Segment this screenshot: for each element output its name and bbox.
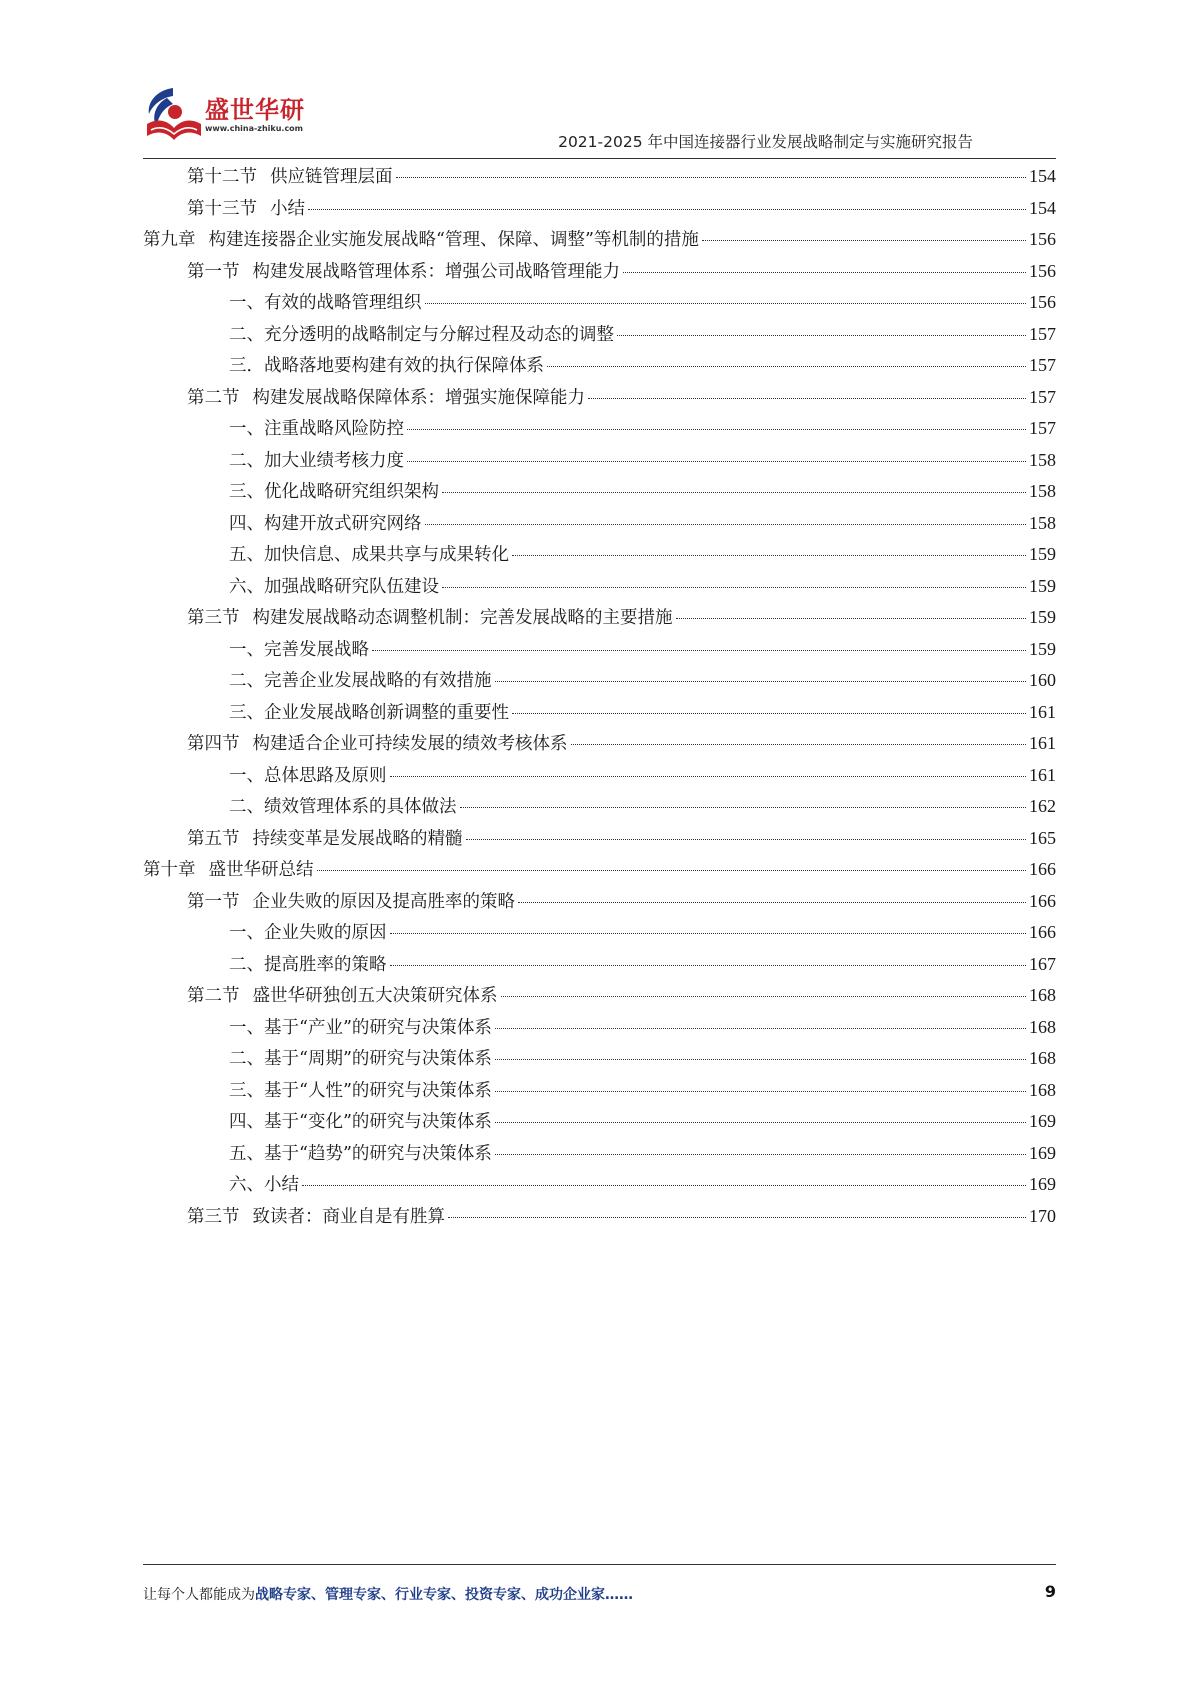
toc-entry-page: 169 <box>1029 1174 1056 1194</box>
toc-entry-title: 供应链管理层面 <box>270 167 393 187</box>
toc-entry-page: 170 <box>1029 1205 1056 1226</box>
toc-entry[interactable] <box>143 193 1056 225</box>
toc-entry-title: 持续变革是发展战略的精髓 <box>252 828 463 849</box>
toc-entry[interactable] <box>143 476 1056 508</box>
toc-entry-page: 169 <box>1029 1111 1056 1131</box>
toc-dot-leader <box>495 1090 1026 1092</box>
toc-dot-leader <box>512 712 1026 714</box>
toc-dot-leader <box>372 649 1026 651</box>
toc-dot-leader <box>571 743 1027 745</box>
toc-entry[interactable] <box>143 1106 1056 1138</box>
toc-entry-title: 三、基于“人性”的研究与决策体系 <box>229 1080 492 1101</box>
page-number: 9 <box>1044 1582 1056 1601</box>
toc-entry-page: 154 <box>1029 166 1056 186</box>
toc-dot-leader <box>547 365 1026 367</box>
toc-dot-leader <box>308 208 1026 210</box>
toc-entry-page: 166 <box>1029 890 1056 911</box>
company-logo <box>143 84 313 148</box>
toc-entry-page: 168 <box>1029 1016 1056 1037</box>
toc-dot-leader <box>518 901 1026 903</box>
toc-entry-number: 第十二节 <box>187 167 257 187</box>
toc-dot-leader <box>501 995 1027 997</box>
toc-dot-leader <box>460 806 1027 808</box>
toc-entry-page: 167 <box>1029 953 1056 974</box>
toc-entry-title: 一、基于“产业”的研究与决策体系 <box>229 1017 492 1038</box>
toc-entry[interactable] <box>143 350 1056 382</box>
toc-entry[interactable] <box>143 161 1056 193</box>
toc-entry[interactable] <box>143 854 1056 886</box>
toc-entry-title: 六、加强战略研究队伍建设 <box>229 576 439 597</box>
toc-entry-page: 159 <box>1029 638 1056 659</box>
toc-entry-page: 158 <box>1029 449 1056 470</box>
toc-entry[interactable] <box>143 256 1056 288</box>
toc-entry[interactable] <box>143 1043 1056 1075</box>
toc-entry-title: 三、优化战略研究组织架构 <box>229 482 439 502</box>
toc-dot-leader <box>512 554 1026 556</box>
toc-entry-page: 156 <box>1029 292 1056 312</box>
toc-entry[interactable] <box>143 791 1056 823</box>
toc-entry[interactable] <box>143 508 1056 540</box>
toc-entry-page: 159 <box>1029 544 1056 564</box>
toc-entry-title: 企业失败的原因及提高胜率的策略 <box>252 891 515 912</box>
toc-entry-page: 159 <box>1029 607 1056 627</box>
toc-entry[interactable] <box>143 980 1056 1012</box>
toc-dot-leader <box>623 271 1026 273</box>
toc-entry-page: 156 <box>1029 229 1056 249</box>
toc-dot-leader <box>466 838 1027 840</box>
toc-entry[interactable] <box>143 319 1056 351</box>
document-title: 2021-2025 年中国连接器行业发展战略制定与实施研究报告 <box>558 133 973 151</box>
toc-entry-number: 第二节 <box>187 387 240 408</box>
footer-slogan <box>143 1584 633 1604</box>
toc-dot-leader <box>396 176 1027 178</box>
toc-dot-leader <box>495 680 1027 682</box>
toc-entry[interactable] <box>143 382 1056 414</box>
toc-entry[interactable] <box>143 602 1056 634</box>
toc-entry-number: 第九章 <box>143 230 196 250</box>
toc-entry-number: 第三节 <box>187 1206 240 1227</box>
toc-entry-page: 158 <box>1029 512 1056 533</box>
toc-entry-page: 156 <box>1029 260 1056 281</box>
toc-dot-leader <box>617 334 1026 336</box>
logo-url: www.china-zhiku.com <box>205 124 304 133</box>
toc-entry[interactable] <box>143 886 1056 918</box>
toc-entry-title: 盛世华研独创五大决策研究体系 <box>252 986 498 1006</box>
toc-dot-leader <box>390 964 1027 966</box>
toc-dot-leader <box>442 491 1026 493</box>
toc-entry-title: 盛世华研总结 <box>208 860 314 880</box>
toc-dot-leader <box>317 869 1027 871</box>
footer-slogan-accent: 战略专家、管理专家、行业专家、投资专家、成功企业家…… <box>255 1587 633 1603</box>
toc-dot-leader <box>702 239 1026 241</box>
toc-entry-number: 第五节 <box>187 828 240 849</box>
footer-slogan-prefix: 让每个人都能成为 <box>143 1587 255 1603</box>
toc-entry-title: 一、总体思路及原则 <box>229 765 387 786</box>
toc-entry-title: 构建发展战略管理体系：增强公司战略管理能力 <box>252 261 620 282</box>
toc-entry[interactable] <box>143 1012 1056 1044</box>
toc-entry-title: 二、提高胜率的策略 <box>229 954 387 975</box>
toc-dot-leader <box>588 397 1026 399</box>
toc-entry-title: 四、构建开放式研究网络 <box>229 513 422 534</box>
toc-dot-leader <box>495 1121 1026 1123</box>
toc-entry-title: 一、有效的战略管理组织 <box>229 293 422 313</box>
toc-entry-number: 第一节 <box>187 891 240 912</box>
toc-entry-number: 第三节 <box>187 608 240 628</box>
toc-entry-page: 157 <box>1029 386 1056 407</box>
toc-entry-number: 第十章 <box>143 860 196 880</box>
toc-entry-title: 三．战略落地要构建有效的执行保障体系 <box>229 356 544 376</box>
toc-entry-title: 二、加大业绩考核力度 <box>229 450 404 471</box>
toc-entry-page: 169 <box>1029 1142 1056 1163</box>
toc-entry[interactable] <box>143 1169 1056 1201</box>
toc-dot-leader <box>425 302 1027 304</box>
toc-entry-page: 168 <box>1029 1048 1056 1068</box>
toc-entry-page: 161 <box>1029 701 1056 722</box>
toc-entry-title: 二、充分透明的战略制定与分解过程及动态的调整 <box>229 324 614 345</box>
toc-entry-number: 第二节 <box>187 986 240 1006</box>
toc-entry-title: 构建发展战略动态调整机制：完善发展战略的主要措施 <box>252 608 673 628</box>
toc-entry-page: 157 <box>1029 418 1056 438</box>
toc-entry[interactable] <box>143 445 1056 477</box>
toc-entry-page: 157 <box>1029 355 1056 375</box>
toc-dot-leader <box>390 775 1027 777</box>
toc-entry-title: 二、绩效管理体系的具体做法 <box>229 797 457 817</box>
toc-entry-title: 小结 <box>270 198 305 219</box>
toc-entry-title: 致读者：商业自是有胜算 <box>252 1206 445 1227</box>
toc-entry-title: 三、企业发展战略创新调整的重要性 <box>229 702 509 723</box>
toc-entry[interactable] <box>143 287 1056 319</box>
logo-name: 盛世华研 <box>205 96 305 124</box>
toc-entry-title: 一、企业失败的原因 <box>229 923 387 943</box>
toc-entry[interactable] <box>143 1201 1056 1233</box>
toc-dot-leader <box>448 1216 1026 1218</box>
toc-entry-title: 构建连接器企业实施发展战略“管理、保障、调整”等机制的措施 <box>208 230 699 250</box>
toc-dot-leader <box>425 523 1027 525</box>
toc-entry[interactable] <box>143 823 1056 855</box>
toc-dot-leader <box>676 617 1027 619</box>
toc-entry-number: 第十三节 <box>187 198 257 219</box>
toc-entry-page: 166 <box>1029 922 1056 942</box>
toc-entry-title: 六、小结 <box>229 1175 299 1195</box>
toc-entry-page: 159 <box>1029 575 1056 596</box>
toc-entry-page: 161 <box>1029 733 1056 753</box>
toc-entry-number: 第四节 <box>187 734 240 754</box>
toc-entry[interactable] <box>143 1138 1056 1170</box>
toc-entry[interactable] <box>143 949 1056 981</box>
toc-dot-leader <box>442 586 1026 588</box>
toc-entry[interactable] <box>143 413 1056 445</box>
toc-entry[interactable] <box>143 1075 1056 1107</box>
table-of-contents <box>143 161 1056 1232</box>
toc-dot-leader <box>407 428 1026 430</box>
footer-divider <box>143 1564 1056 1565</box>
toc-entry-number: 第一节 <box>187 261 240 282</box>
toc-entry-title: 一、完善发展战略 <box>229 639 369 660</box>
toc-entry[interactable] <box>143 665 1056 697</box>
toc-entry-page: 161 <box>1029 764 1056 785</box>
toc-entry-title: 构建发展战略保障体系：增强实施保障能力 <box>252 387 585 408</box>
toc-entry-page: 157 <box>1029 323 1056 344</box>
toc-entry-page: 166 <box>1029 859 1056 879</box>
toc-entry-title: 构建适合企业可持续发展的绩效考核体系 <box>252 734 568 754</box>
toc-entry-page: 158 <box>1029 481 1056 501</box>
toc-entry[interactable] <box>143 760 1056 792</box>
toc-entry-page: 162 <box>1029 796 1056 816</box>
toc-dot-leader <box>302 1184 1026 1186</box>
toc-entry[interactable] <box>143 634 1056 666</box>
toc-entry-title: 五、加快信息、成果共享与成果转化 <box>229 545 509 565</box>
toc-entry-title: 二、完善企业发展战略的有效措施 <box>229 671 492 691</box>
toc-entry-page: 165 <box>1029 827 1056 848</box>
header-divider <box>143 158 1056 159</box>
toc-entry[interactable] <box>143 917 1056 949</box>
logo-mark-icon <box>143 84 205 146</box>
toc-entry[interactable] <box>143 697 1056 729</box>
toc-entry[interactable] <box>143 224 1056 256</box>
toc-entry-page: 154 <box>1029 197 1056 218</box>
toc-dot-leader <box>495 1027 1026 1029</box>
toc-entry-title: 一、注重战略风险防控 <box>229 419 404 439</box>
toc-entry-page: 168 <box>1029 985 1056 1005</box>
toc-dot-leader <box>407 460 1026 462</box>
page-header <box>0 0 1191 160</box>
toc-dot-leader <box>390 932 1027 934</box>
toc-entry-title: 二、基于“周期”的研究与决策体系 <box>229 1049 492 1069</box>
toc-entry-title: 四、基于“变化”的研究与决策体系 <box>229 1112 492 1132</box>
toc-entry[interactable] <box>143 728 1056 760</box>
toc-entry[interactable] <box>143 571 1056 603</box>
toc-entry-page: 160 <box>1029 670 1056 690</box>
toc-entry-title: 五、基于“趋势”的研究与决策体系 <box>229 1143 492 1164</box>
toc-dot-leader <box>495 1153 1026 1155</box>
toc-entry[interactable] <box>143 539 1056 571</box>
toc-entry-page: 168 <box>1029 1079 1056 1100</box>
toc-dot-leader <box>495 1058 1026 1060</box>
